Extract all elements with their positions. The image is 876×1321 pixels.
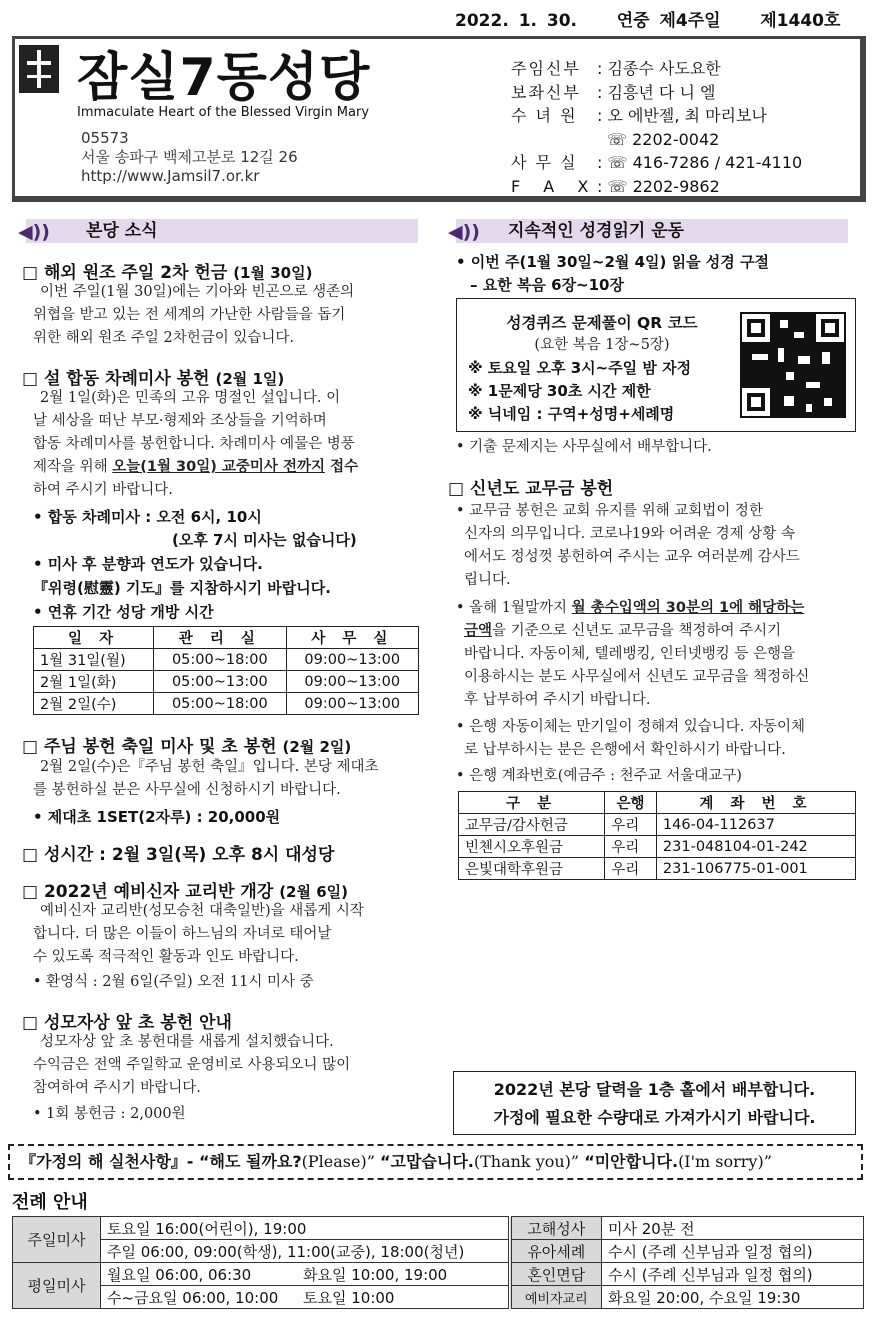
text-line: 이용하시는 분도 사무실에서 신년도 교무금을 책정하신 — [464, 669, 810, 685]
staff-value: : 김종수 사도요한 — [597, 59, 721, 78]
cross-logo-icon — [19, 45, 59, 93]
table-row — [34, 671, 419, 693]
section-title: 본당 소식 — [86, 221, 158, 241]
reading-passage: – 요한 복음 6장~10장 — [470, 276, 624, 294]
sunday-mass-label: 주일미사 — [13, 1217, 101, 1263]
notice-line: 2022년 본당 달력을 1층 홀에서 배부합니다. — [493, 1080, 816, 1099]
quiz-range: (요한 복음 1장~5장) — [534, 337, 670, 353]
table-cell: 수시 (주례 신부님과 일정 협의) — [602, 1240, 864, 1263]
parish-english-name: Immaculate Heart of the Blessed Virgin Mary — [77, 105, 370, 120]
table-cell: 주일 06:00, 09:00(학생), 11:00(교중), 18:00(청년) — [101, 1240, 510, 1263]
staff-value: : ☏ 416-7286 / 421-4110 — [597, 153, 803, 172]
section-header-parish-news — [18, 219, 418, 243]
quiz-note: ※ 닉네임 : 구역+성명+세례명 — [468, 405, 675, 423]
text-line: 위협을 받고 있는 전 세계의 가난한 사람들을 돕기 — [33, 307, 346, 323]
bullet-candle-price: • 제대초 1SET(2자루) : 20,000원 — [33, 808, 281, 826]
news-title-overseas-aid: □ 해외 원조 주일 2차 헌금 (1월 30일) — [22, 263, 313, 283]
qr-code-icon[interactable] — [740, 312, 846, 418]
table-header-row — [459, 792, 856, 814]
table-cell: 교무금/감사헌금 — [459, 814, 605, 836]
table-row — [13, 1263, 864, 1286]
table-cell: 05:00~18:00 — [154, 649, 286, 671]
bullet-incense: • 미사 후 분향과 연도가 있습니다. — [33, 555, 263, 573]
street-address: 서울 송파구 백제고분로 12길 26 — [81, 148, 298, 166]
table-cell: 고해성사 — [510, 1217, 602, 1240]
address-block — [81, 129, 298, 186]
table-cell: 빈첸시오후원금 — [459, 836, 605, 858]
family-year-banner — [8, 1144, 863, 1180]
bullet-prayer-book: 『위령(慰靈) 기도』를 지참하시기 바랍니다. — [33, 579, 331, 597]
news-title-holy-hour: □ 성시간 : 2월 3일(목) 오후 8시 대성당 — [22, 845, 335, 865]
table-cell: 화요일 20:00, 수요일 19:30 — [602, 1286, 864, 1309]
text-line: 이번 주일(1월 30일)에는 기아와 빈곤으로 생존의 — [40, 284, 355, 300]
staff-label: 사 무 실 — [511, 153, 578, 172]
table-cell: 09:00~13:00 — [286, 693, 418, 715]
text-line: 금액을 기준으로 신년도 교무금을 책정하여 주시기 — [464, 623, 782, 639]
news-title-lunar-new-year-mass: □ 설 합동 차례미사 봉헌 (2월 1일) — [22, 369, 285, 389]
text-line: 2월 2일(수)은『주님 봉헌 축일』입니다. 본당 제대초 — [40, 759, 379, 775]
text-line: 합동 차례미사를 봉헌합니다. 차례미사 예물은 병풍 — [33, 436, 355, 452]
text-line: • 은행 자동이체는 만기일이 정해져 있습니다. 자동이체 — [456, 719, 805, 735]
table-cell: 231-048104-01-242 — [656, 836, 855, 858]
table-row — [459, 836, 856, 858]
table-cell: 05:00~13:00 — [154, 671, 286, 693]
quiz-note: ※ 1문제당 30초 시간 제한 — [468, 382, 651, 400]
section-title: 지속적인 성경읽기 운동 — [508, 221, 685, 241]
table-cell: 혼인면담 — [510, 1263, 602, 1286]
table-row — [34, 649, 419, 671]
phrase-sorry: “미안합니다. — [584, 1152, 679, 1171]
text-line: 합니다. 더 많은 이들이 하느님의 자녀로 태어날 — [33, 926, 332, 942]
masthead — [12, 36, 866, 202]
bullet-offering-amount: • 1회 봉헌금 : 2,000원 — [33, 1106, 186, 1122]
table-cell: 146-04-112637 — [656, 814, 855, 836]
table-cell: 1월 31일(월) — [34, 649, 154, 671]
column-header: 구 분 — [459, 792, 605, 814]
issue-info — [455, 6, 840, 31]
staff-value: : ☏ 2202-9862 — [597, 176, 720, 196]
news-title-candle-offering: □ 성모자상 앞 초 봉헌 안내 — [22, 1013, 232, 1033]
table-cell: 05:00~18:00 — [154, 693, 286, 715]
text-line: 예비신자 교리반(성모승천 대축일반)을 새롭게 시작 — [40, 903, 364, 919]
staff-row — [511, 81, 802, 105]
phrase-english: (Please)” — [301, 1152, 380, 1171]
quiz-title: 성경퀴즈 문제풀이 QR 코드 — [506, 314, 698, 332]
staff-row — [511, 104, 802, 128]
text-line: • 교무금 봉헌은 교회 유지를 위해 교회법이 정한 — [456, 503, 763, 519]
staff-label: 주임신부 — [511, 59, 581, 78]
table-cell: 2월 2일(수) — [34, 693, 154, 715]
text-line: 바랍니다. 자동이체, 텔레뱅킹, 인터넷뱅킹 등 은행을 — [464, 646, 796, 662]
zip-code: 05573 — [81, 129, 129, 147]
table-cell: 231-106775-01-001 — [656, 858, 855, 880]
parish-name: 잠실7동성당 — [77, 48, 371, 108]
column-header: 계 좌 번 호 — [656, 792, 855, 814]
issue-date: 2022. 1. 30. — [455, 11, 578, 31]
quiz-handout-note: • 기출 문제지는 사무실에서 배부합니다. — [456, 439, 712, 455]
liturgy-title: 전례 안내 — [12, 1192, 88, 1213]
issue-number: 제1440호 — [760, 11, 841, 31]
text-line: 에서도 정성껏 봉헌하여 주시는 교우 여러분께 감사드 — [464, 549, 800, 565]
banner-label: 『가정의 해 실천사항』- — [20, 1152, 199, 1171]
text-line: 신자의 의무입니다. 코로나19와 어려운 경제 상황 속 — [464, 526, 795, 542]
staff-label: 수 녀 원 — [511, 106, 578, 125]
phrase-english: (I'm sorry)” — [678, 1152, 772, 1171]
staff-value: : 김흥년 다 니 엘 — [597, 82, 716, 102]
bank-account-note: • 은행 계좌번호(예금주 : 천주교 서울대교구) — [456, 768, 742, 784]
staff-row — [511, 128, 802, 152]
table-cell: 우리 — [605, 836, 657, 858]
table-cell: 미사 20분 전 — [602, 1217, 864, 1240]
text-line: 참여하여 주시기 바랍니다. — [33, 1080, 201, 1096]
website-link[interactable]: http://www.Jamsil7.or.kr — [81, 167, 260, 185]
staff-value: : 오 에반젤, 최 마리보나 — [597, 106, 767, 125]
bullet-welcome-ceremony: • 환영식 : 2월 6일(주일) 오전 11시 미사 중 — [33, 974, 314, 990]
table-cell: 우리 — [605, 814, 657, 836]
liturgical-week: 연중 제4주일 — [616, 11, 721, 31]
table-row — [459, 814, 856, 836]
bullet-opening-hours: • 연휴 기간 성당 개방 시간 — [33, 603, 214, 621]
table-cell: 유아세례 — [510, 1240, 602, 1263]
phrase-thanks: “고맙습니다. — [379, 1152, 474, 1171]
quiz-note: ※ 토요일 오후 3시~주일 밤 자정 — [468, 359, 692, 377]
column-header: 은행 — [605, 792, 657, 814]
staff-row — [511, 151, 802, 175]
table-row — [13, 1286, 864, 1309]
table-cell: 2월 1일(화) — [34, 671, 154, 693]
table-cell: 09:00~13:00 — [286, 671, 418, 693]
news-title-presentation-feast: □ 주님 봉헌 축일 미사 및 초 봉헌 (2월 2일) — [22, 737, 352, 757]
staff-value: ☏ 2202-0042 — [607, 129, 720, 149]
holiday-hours-table — [33, 626, 419, 715]
bullet-mass-times: • 합동 차례미사 : 오전 6시, 10시 — [33, 508, 262, 526]
weekday-mass-label: 평일미사 — [13, 1263, 101, 1309]
text-line: 수익금은 전액 주일학교 운영비로 사용되오니 많이 — [33, 1057, 351, 1073]
speaker-icon: ◀)) — [18, 221, 50, 243]
calendar-notice-box — [453, 1071, 856, 1135]
text-line: 2월 1일(화)은 민족의 고유 명절인 설입니다. 이 — [40, 390, 341, 406]
text-line: 후 납부하여 주시기 바랍니다. — [464, 692, 651, 708]
staff-label: 보좌신부 — [511, 82, 581, 102]
text-line: 성모자상 앞 초 봉헌대를 새롭게 설치했습니다. — [40, 1034, 334, 1050]
bank-account-table — [458, 791, 856, 880]
text-line: 립니다. — [464, 572, 511, 588]
table-cell: 월요일 06:00, 06:30 화요일 10:00, 19:00 — [101, 1263, 510, 1286]
table-cell: 수~금요일 06:00, 10:00 토요일 10:00 — [101, 1286, 510, 1309]
table-cell: 은빛대학후원금 — [459, 858, 605, 880]
table-row — [459, 858, 856, 880]
text-line: 위한 해외 원조 주일 2차헌금이 있습니다. — [33, 330, 294, 346]
table-cell: 토요일 16:00(어린이), 19:00 — [101, 1217, 510, 1240]
table-row — [13, 1217, 864, 1240]
text-line: 수 있도록 적극적인 활동과 인도 바랍니다. — [33, 949, 299, 965]
phrase-english: (Thank you)” — [473, 1152, 585, 1171]
section-header-bible-reading — [448, 219, 848, 243]
staff-list — [511, 57, 802, 198]
text-line: • 올해 1월말까지 월 총수입액의 30분의 1에 해당하는 — [456, 600, 805, 616]
staff-label — [511, 128, 597, 152]
news-title-tithe: □ 신년도 교무금 봉헌 — [448, 479, 614, 499]
speaker-icon: ◀)) — [448, 221, 480, 243]
table-header-row — [34, 627, 419, 649]
column-header: 일 자 — [34, 627, 154, 649]
text-line: 날 세상을 떠난 부모·형제와 조상들을 기억하며 — [33, 413, 327, 429]
staff-row — [511, 175, 802, 199]
text-line: 로 납부하시는 분은 은행에서 확인하시기 바랍니다. — [464, 742, 786, 758]
reading-week: • 이번 주(1월 30일~2월 4일) 읽을 성경 구절 — [456, 253, 769, 271]
bullet-note: (오후 7시 미사는 없습니다) — [172, 531, 357, 549]
table-row — [34, 693, 419, 715]
table-cell: 09:00~13:00 — [286, 649, 418, 671]
text-line: 하여 주시기 바랍니다. — [33, 482, 173, 498]
table-cell: 예비자교리 — [510, 1286, 602, 1309]
table-row — [13, 1240, 864, 1263]
table-cell: 우리 — [605, 858, 657, 880]
staff-row — [511, 57, 802, 81]
notice-line: 가정에 필요한 수량대로 가져가시기 바랍니다. — [493, 1108, 816, 1127]
liturgy-table — [12, 1216, 864, 1309]
staff-label: F A X — [511, 176, 598, 196]
column-header: 사 무 실 — [286, 627, 418, 649]
column-header: 관 리 실 — [154, 627, 286, 649]
news-title-catechumen-class: □ 2022년 예비신자 교리반 개강 (2월 6일) — [22, 882, 348, 902]
phrase-please: “해도 될까요? — [199, 1152, 302, 1171]
text-line: 제작을 위해 오늘(1월 30일) 교중미사 전까지 접수 — [33, 459, 359, 475]
table-cell: 수시 (주례 신부님과 일정 협의) — [602, 1263, 864, 1286]
text-line: 를 봉헌하실 분은 사무실에 신청하시기 바랍니다. — [33, 782, 341, 798]
